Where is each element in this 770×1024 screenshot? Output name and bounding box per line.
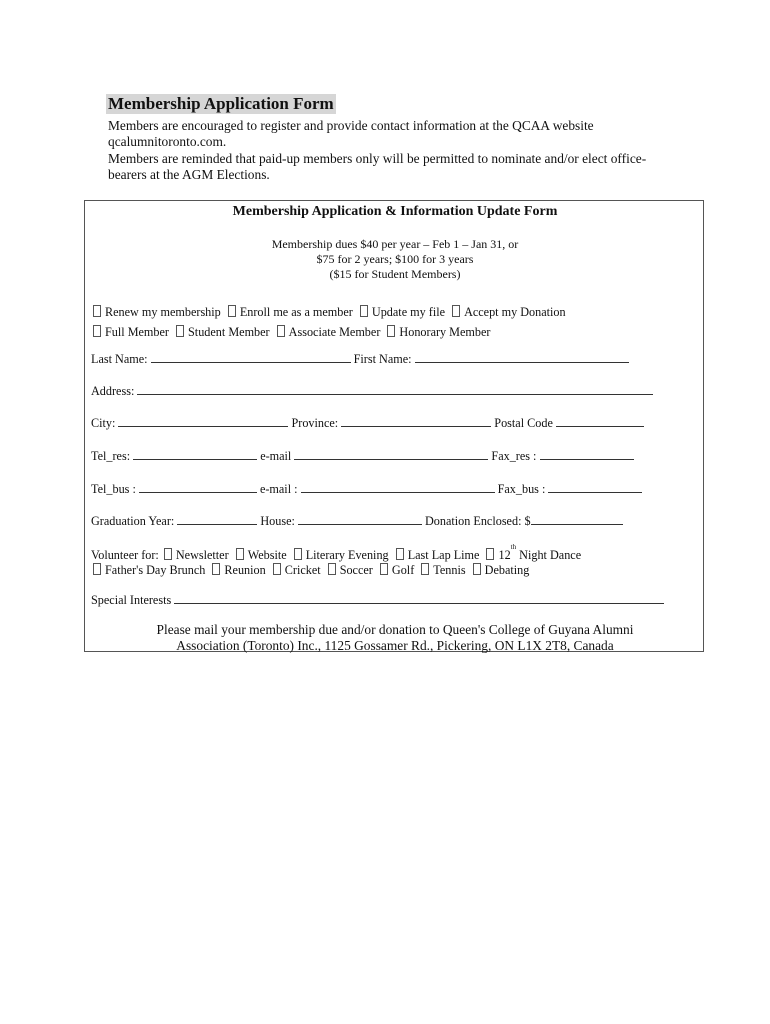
address-row	[91, 384, 653, 398]
golf-label: Golf	[391, 563, 415, 577]
website-checkbox[interactable]	[236, 548, 244, 560]
application-form	[84, 200, 704, 652]
special-interests-label: Special Interests	[91, 593, 172, 607]
renew-label: Renew my membership	[105, 305, 221, 319]
honorary-member-checkbox[interactable]	[387, 325, 395, 337]
donation-enclosed-label: Donation Enclosed: $	[424, 514, 531, 528]
literary-evening-label: Literary Evening	[305, 548, 389, 562]
associate-member-label: Associate Member	[288, 325, 381, 339]
literary-evening-checkbox[interactable]	[294, 548, 302, 560]
student-member-label: Student Member	[188, 325, 270, 339]
reunion-checkbox[interactable]	[212, 563, 220, 575]
postal-code-field[interactable]	[556, 416, 644, 427]
soccer-label: Soccer	[339, 563, 373, 577]
dues-line: Membership dues $40 per year – Feb 1 – Jan 31, or	[271, 237, 519, 251]
graduation-row	[91, 514, 623, 528]
postal-code-label: Postal Code	[494, 416, 553, 430]
newsletter-checkbox[interactable]	[164, 548, 172, 560]
fax-bus-field[interactable]	[548, 482, 642, 493]
student-member-checkbox[interactable]	[176, 325, 184, 337]
enroll-checkbox[interactable]	[228, 305, 236, 317]
tel-bus-field[interactable]	[139, 482, 257, 493]
first-name-field[interactable]	[415, 352, 629, 363]
tel-res-row	[91, 449, 634, 463]
house-label: House:	[260, 514, 295, 528]
last-lap-lime-label: Last Lap Lime	[407, 548, 480, 562]
province-field[interactable]	[341, 416, 491, 427]
cricket-checkbox[interactable]	[273, 563, 281, 575]
last-name-label: Last Name:	[91, 352, 148, 366]
donation-label: Accept my Donation	[464, 305, 566, 319]
dues-info	[85, 237, 705, 282]
city-row	[91, 416, 644, 430]
special-interests-row	[91, 593, 664, 607]
tel-bus-row	[91, 482, 642, 496]
house-field[interactable]	[298, 514, 422, 525]
closing-line: Association (Toronto) Inc., 1125 Gossamer Rd., Pickering, ON L1X 2T8, Canada	[176, 638, 614, 653]
donation-checkbox[interactable]	[452, 305, 460, 317]
dues-line: ($15 for Student Members)	[329, 267, 461, 281]
intro-text	[108, 118, 708, 183]
cricket-label: Cricket	[284, 563, 321, 577]
intro-line: qcalumnitoronto.com.	[108, 134, 227, 150]
member-type-options	[91, 325, 492, 339]
city-label: City:	[91, 416, 116, 430]
full-member-checkbox[interactable]	[93, 325, 101, 337]
website-label: Website	[247, 548, 287, 562]
email-res-field[interactable]	[294, 449, 488, 460]
action-options	[91, 305, 568, 319]
fax-res-label: Fax_res :	[491, 449, 537, 463]
fathers-day-checkbox[interactable]	[93, 563, 101, 575]
tel-res-label: Tel_res:	[91, 449, 131, 463]
ordinal-suffix: th	[510, 543, 517, 551]
intro-line: bearers at the AGM Elections.	[108, 166, 270, 182]
honorary-member-label: Honorary Member	[399, 325, 491, 339]
last-name-field[interactable]	[151, 352, 351, 363]
city-field[interactable]	[118, 416, 288, 427]
volunteer-row	[91, 543, 582, 564]
name-row	[91, 352, 629, 366]
tel-res-field[interactable]	[133, 449, 257, 460]
night-dance-label: Night Dance	[519, 548, 582, 562]
associate-member-checkbox[interactable]	[277, 325, 285, 337]
enroll-label: Enroll me as a member	[239, 305, 353, 319]
night-dance-checkbox[interactable]	[486, 548, 494, 560]
night-dance-number: 12	[498, 548, 511, 562]
debating-label: Debating	[484, 563, 530, 577]
tel-bus-label: Tel_bus :	[91, 482, 136, 496]
newsletter-label: Newsletter	[175, 548, 229, 562]
full-member-label: Full Member	[105, 325, 169, 339]
fax-bus-label: Fax_bus :	[497, 482, 546, 496]
fathers-day-label: Father's Day Brunch	[105, 563, 206, 577]
renew-checkbox[interactable]	[93, 305, 101, 317]
last-lap-lime-checkbox[interactable]	[396, 548, 404, 560]
intro-line: Members are reminded that paid-up members only will be permitted to nominate and/or elect office-	[108, 150, 647, 166]
dues-line: $75 for 2 years; $100 for 3 years	[316, 252, 474, 266]
closing-line: Please mail your membership due and/or donation to Queen's College of Guyana Alumni	[156, 622, 634, 637]
first-name-label: First Name:	[353, 352, 412, 366]
page-title: Membership Application Form	[108, 94, 334, 113]
debating-checkbox[interactable]	[473, 563, 481, 575]
special-interests-field[interactable]	[174, 593, 664, 604]
email-res-label: e-mail	[260, 449, 292, 463]
update-file-label: Update my file	[371, 305, 446, 319]
volunteer-row-2	[91, 563, 531, 577]
golf-checkbox[interactable]	[380, 563, 388, 575]
soccer-checkbox[interactable]	[328, 563, 336, 575]
tennis-checkbox[interactable]	[421, 563, 429, 575]
email-bus-label: e-mail :	[259, 482, 298, 496]
volunteer-label: Volunteer for:	[91, 548, 159, 562]
graduation-year-label: Graduation Year:	[91, 514, 175, 528]
form-title: Membership Application & Information Update Form	[232, 204, 558, 219]
donation-amount-field[interactable]	[531, 514, 623, 525]
tennis-label: Tennis	[433, 563, 466, 577]
fax-res-field[interactable]	[540, 449, 634, 460]
province-label: Province:	[291, 416, 339, 430]
intro-line: Members are encouraged to register and provide contact information at the QCAA website	[108, 118, 594, 133]
address-field[interactable]	[137, 384, 653, 395]
update-file-checkbox[interactable]	[360, 305, 368, 317]
graduation-year-field[interactable]	[177, 514, 257, 525]
address-label: Address:	[91, 384, 135, 398]
mailing-instructions	[85, 622, 705, 654]
reunion-label: Reunion	[224, 563, 266, 577]
email-bus-field[interactable]	[301, 482, 495, 493]
